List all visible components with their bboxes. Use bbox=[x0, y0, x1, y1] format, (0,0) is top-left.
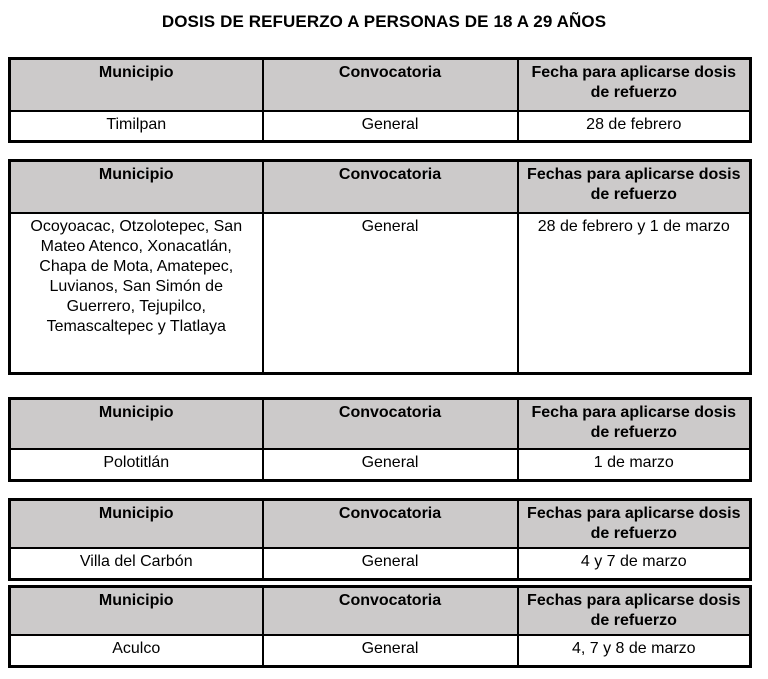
cell-fecha: 1 de marzo bbox=[518, 449, 751, 481]
table-header-row bbox=[10, 587, 751, 636]
cell-convocatoria: General bbox=[263, 111, 518, 142]
column-header-municipio: Municipio bbox=[10, 587, 263, 636]
column-header-municipio: Municipio bbox=[10, 59, 263, 112]
table-row bbox=[10, 635, 751, 667]
column-header-fecha: Fechas para aplicarse dosis de refuerzo bbox=[518, 500, 751, 549]
column-header-convocatoria: Convocatoria bbox=[263, 161, 518, 214]
column-header-convocatoria: Convocatoria bbox=[263, 500, 518, 549]
cell-fecha: 4 y 7 de marzo bbox=[518, 548, 751, 580]
table-header-row bbox=[10, 161, 751, 214]
cell-municipio: Villa del Carbón bbox=[10, 548, 263, 580]
cell-fecha: 28 de febrero y 1 de marzo bbox=[518, 213, 751, 374]
cell-municipio: Timilpan bbox=[10, 111, 263, 142]
column-header-municipio: Municipio bbox=[10, 161, 263, 214]
booster-schedule-table-4 bbox=[8, 498, 752, 581]
booster-schedule-table-5 bbox=[8, 585, 752, 668]
cell-convocatoria: General bbox=[263, 213, 518, 374]
page-title: DOSIS DE REFUERZO A PERSONAS DE 18 A 29 AÑOS bbox=[161, 12, 607, 31]
cell-convocatoria: General bbox=[263, 548, 518, 580]
booster-schedule-table-3 bbox=[8, 397, 752, 482]
cell-fecha: 4, 7 y 8 de marzo bbox=[518, 635, 751, 667]
booster-schedule-table-1 bbox=[8, 57, 752, 143]
table-row bbox=[10, 449, 751, 481]
column-header-fecha: Fechas para aplicarse dosis de refuerzo bbox=[518, 587, 751, 636]
column-header-fecha: Fechas para aplicarse dosis de refuerzo bbox=[518, 161, 751, 214]
table-header-row bbox=[10, 500, 751, 549]
table-row bbox=[10, 548, 751, 580]
column-header-fecha: Fecha para aplicarse dosis de refuerzo bbox=[518, 59, 751, 112]
column-header-convocatoria: Convocatoria bbox=[263, 587, 518, 636]
table-header-row bbox=[10, 399, 751, 450]
table-row bbox=[10, 111, 751, 142]
cell-convocatoria: General bbox=[263, 635, 518, 667]
column-header-municipio: Municipio bbox=[10, 500, 263, 549]
cell-fecha: 28 de febrero bbox=[518, 111, 751, 142]
table-header-row bbox=[10, 59, 751, 112]
column-header-convocatoria: Convocatoria bbox=[263, 399, 518, 450]
column-header-fecha: Fecha para aplicarse dosis de refuerzo bbox=[518, 399, 751, 450]
cell-municipio: Polotitlán bbox=[10, 449, 263, 481]
column-header-municipio: Municipio bbox=[10, 399, 263, 450]
cell-convocatoria: General bbox=[263, 449, 518, 481]
booster-schedule-table-2 bbox=[8, 159, 752, 375]
cell-municipio: Ocoyoacac, Otzolotepec, San Mateo Atenco, Xonacatlán, Chapa de Mota, Amatepec, Luvianos, San Simón de Guerrero, Tejupilco, Temascaltepec y Tlatlaya bbox=[10, 213, 263, 374]
cell-municipio: Aculco bbox=[10, 635, 263, 667]
table-row bbox=[10, 213, 751, 374]
column-header-convocatoria: Convocatoria bbox=[263, 59, 518, 112]
